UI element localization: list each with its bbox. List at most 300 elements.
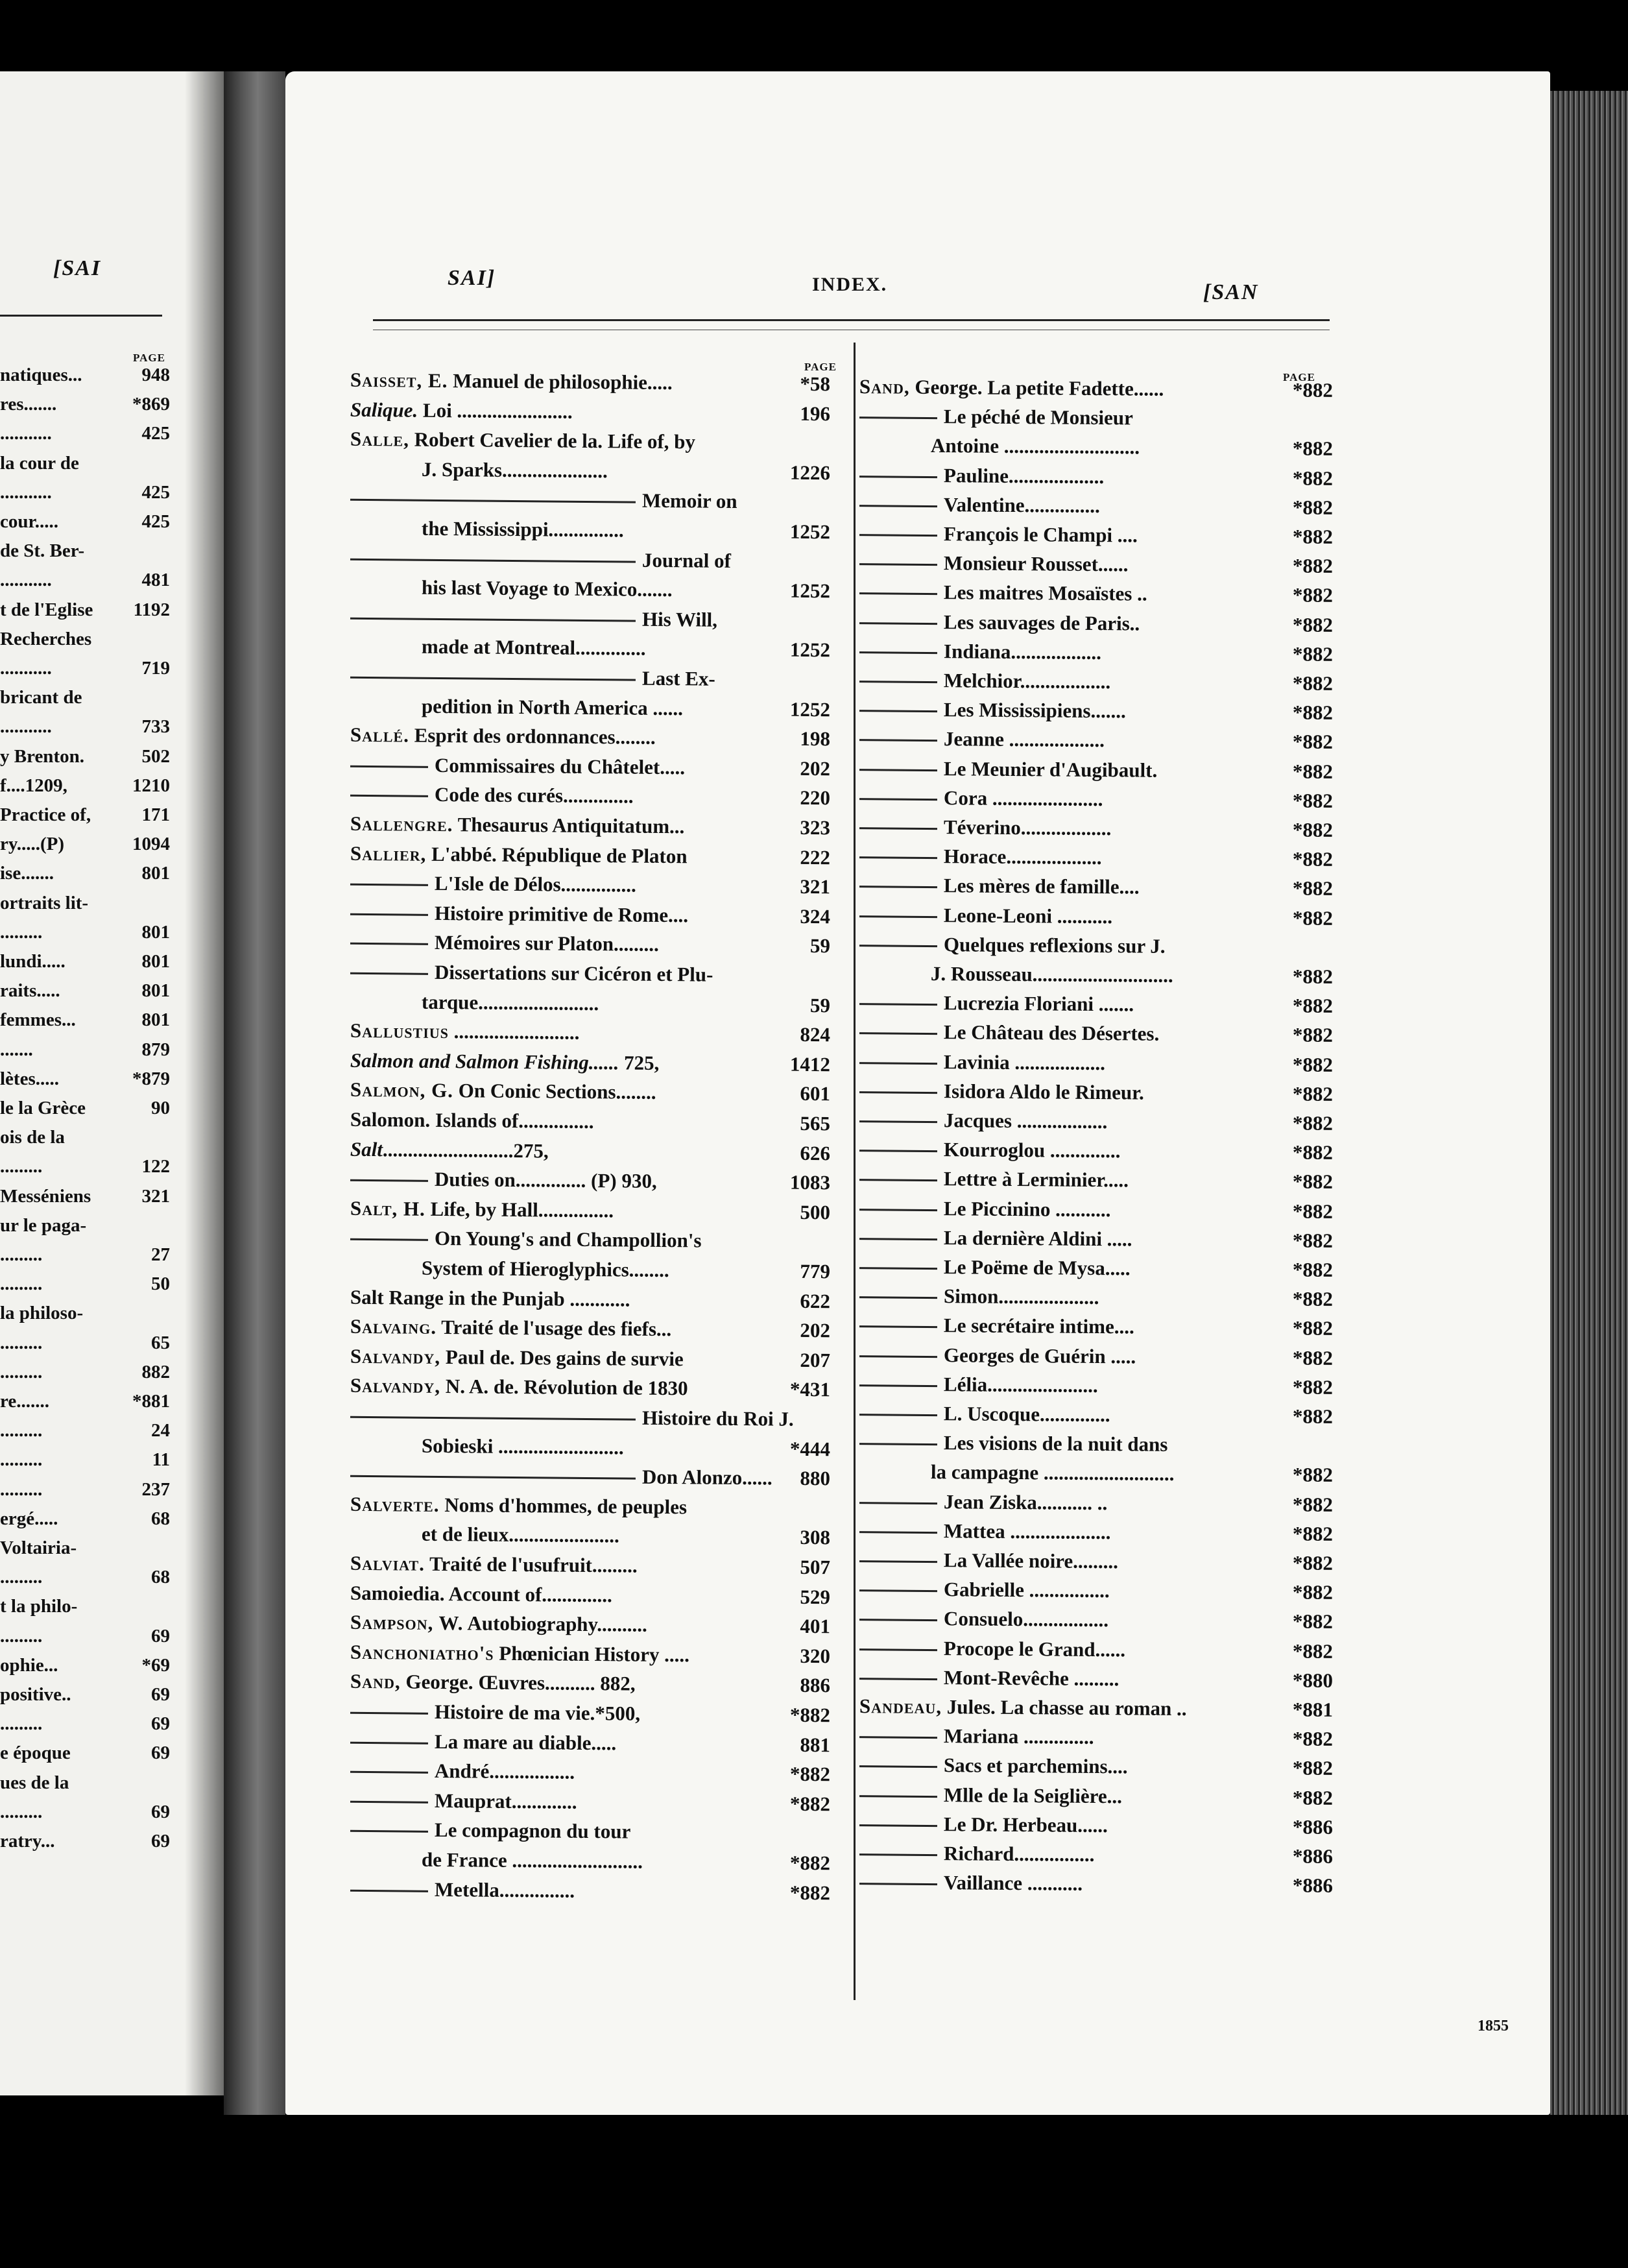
index-entry (350, 426, 830, 457)
ditto-dash (350, 1771, 428, 1774)
entry-text (422, 515, 624, 544)
ditto-dash (859, 1648, 937, 1651)
entry-title: La mare au diable..... (434, 1730, 617, 1754)
ditto-dash (859, 1531, 937, 1534)
entry-title: On Young's and Champollion's (434, 1227, 702, 1252)
entry-title: George. La petite Fadette...... (909, 375, 1164, 400)
entry-heading: Salverte. (350, 1492, 440, 1516)
entry-text (944, 1166, 1129, 1194)
left-fragment-page: 1094 (132, 834, 170, 855)
left-fragment-row (0, 1068, 170, 1090)
left-fragment-row (0, 804, 170, 826)
index-entry (859, 373, 1333, 404)
index-entry (859, 1488, 1333, 1519)
entry-title: made at Montreal.............. (421, 635, 646, 660)
entry-page: *882 (1292, 642, 1334, 666)
entry-text (350, 1668, 636, 1698)
entry-text (435, 870, 636, 899)
entry-title: Vaillance ........... (943, 1871, 1083, 1896)
index-entry (350, 751, 830, 782)
page-label-left-col: PAGE (804, 361, 837, 373)
entry-page: 565 (800, 1111, 831, 1135)
left-fragment-page: 11 (152, 1449, 170, 1471)
index-entry (350, 1106, 830, 1137)
left-fragment-page: 1210 (132, 775, 170, 796)
entry-page: *882 (1292, 1316, 1334, 1340)
ditto-dash (859, 534, 937, 537)
left-fragment-text: Practice of, (0, 804, 91, 825)
entry-page: *882 (1292, 1639, 1334, 1663)
entry-text (944, 1078, 1144, 1106)
index-entry (350, 1372, 830, 1403)
entry-text (944, 873, 1140, 901)
entry-text (350, 1135, 549, 1164)
entry-text (350, 1550, 638, 1580)
left-fragment-text: res....... (0, 394, 57, 415)
index-entry (859, 1077, 1333, 1108)
ditto-dash (859, 563, 937, 566)
entry-text (944, 696, 1126, 725)
entry-title: ..........................275, (382, 1137, 549, 1163)
left-fragment-row (0, 1743, 170, 1764)
entry-text (944, 1811, 1108, 1839)
entry-page: 323 (800, 815, 831, 839)
ditto-dash (859, 593, 937, 596)
entry-text (435, 1876, 575, 1905)
entry-page: *882 (1292, 1345, 1334, 1369)
entry-text (944, 1371, 1098, 1399)
index-entry (859, 1868, 1333, 1900)
entry-page: *882 (1292, 583, 1334, 607)
index-entry (859, 1458, 1333, 1490)
index-entry (859, 1224, 1333, 1255)
ditto-dash (350, 558, 636, 562)
left-fragment-text: ......... (0, 1478, 43, 1500)
ditto-dash (859, 1824, 937, 1827)
left-fragment-page: 69 (151, 1831, 170, 1852)
entry-page: *882 (1292, 378, 1334, 402)
left-fragment-page: 733 (141, 716, 170, 738)
entry-page: *882 (1292, 612, 1334, 636)
left-fragment-page: 948 (141, 365, 170, 385)
entry-page: 622 (800, 1289, 831, 1312)
left-fragment-page: 69 (151, 1801, 170, 1822)
index-entry (350, 1639, 830, 1670)
entry-text (944, 1136, 1121, 1164)
entry-title: Robert Cavelier de la. Life of, by (409, 428, 696, 453)
index-entry (350, 987, 830, 1019)
entry-title: Mont-Revêche ......... (943, 1665, 1119, 1691)
entry-title: Melchior.................. (943, 669, 1111, 694)
entry-page: *882 (1292, 496, 1334, 519)
left-fragment-text: Voltairia- (0, 1538, 77, 1558)
entry-heading: Saisset, E. (350, 368, 448, 392)
entry-text (859, 1693, 1187, 1722)
left-fragment-row (0, 1479, 170, 1501)
index-entry (350, 1727, 830, 1758)
index-entry (350, 1283, 830, 1314)
index-entry (350, 1402, 830, 1433)
left-fragment-row (0, 423, 170, 444)
left-fragment-row (0, 922, 170, 943)
left-fragment-text: la philoso- (0, 1303, 84, 1324)
left-fragment-row (0, 1215, 170, 1237)
entry-page: 220 (800, 786, 831, 810)
entry-text (944, 1664, 1119, 1693)
left-fragment-page: 801 (141, 951, 170, 972)
index-entry (859, 1165, 1333, 1196)
entry-page: *882 (1292, 671, 1334, 695)
entry-page: *882 (1292, 876, 1334, 900)
ditto-dash (859, 1414, 937, 1416)
entry-page: 1412 (789, 1052, 831, 1076)
left-fragment-row (0, 1127, 170, 1148)
left-fragment-text: positive.. (0, 1684, 71, 1705)
index-entry (859, 461, 1333, 492)
entry-text (944, 1781, 1122, 1810)
entry-text (435, 752, 685, 781)
index-entry (859, 1341, 1333, 1372)
left-fragment-row (0, 1684, 170, 1706)
left-fragment-row (0, 834, 170, 855)
running-head-left: SAI] (448, 266, 496, 290)
facing-page-left (0, 71, 224, 2095)
entry-heading: Sand, (350, 1670, 401, 1693)
entry-text (944, 579, 1147, 608)
entry-page: 202 (800, 1319, 831, 1342)
left-fragment-row (0, 1244, 170, 1266)
entry-text (944, 403, 1133, 431)
entry-text (350, 1283, 630, 1313)
entry-text (944, 1048, 1105, 1077)
left-fragment-page: 24 (151, 1420, 170, 1442)
entry-title: Histoire de ma vie.*500, (434, 1700, 641, 1725)
entry-page: *882 (789, 1881, 831, 1904)
entry-text (642, 546, 731, 574)
entry-title: On Conic Sections........ (453, 1079, 656, 1104)
ditto-dash (859, 1502, 937, 1504)
entry-heading: Salvandy, (350, 1374, 441, 1398)
entry-page: *882 (1292, 1551, 1334, 1574)
index-entry (350, 1431, 830, 1462)
left-fragment-text: ues de la (0, 1772, 69, 1793)
ditto-dash (350, 943, 428, 945)
left-fragment-text: le la Grèce (0, 1098, 86, 1118)
entry-page: *882 (1292, 437, 1334, 461)
entry-page: *886 (1292, 1815, 1334, 1839)
index-entry (350, 1579, 830, 1610)
entry-page: *882 (789, 1792, 831, 1816)
ditto-dash (859, 1267, 937, 1270)
index-entry (350, 1254, 830, 1285)
entry-text (642, 1405, 794, 1433)
entry-text (944, 462, 1104, 490)
index-entry (859, 1605, 1333, 1636)
ditto-dash (859, 1766, 937, 1768)
entry-heading: Salle, (350, 427, 410, 451)
entry-page: *882 (1292, 1756, 1334, 1780)
entry-title: Paul de. Des gains de survie (440, 1345, 684, 1371)
index-entry (859, 608, 1333, 639)
entry-page: *882 (789, 1703, 831, 1727)
entry-text (350, 1313, 672, 1343)
entry-page: *882 (1292, 1140, 1334, 1164)
index-entry (859, 1019, 1333, 1050)
ditto-dash (350, 1179, 428, 1182)
entry-page: *882 (1292, 1258, 1334, 1281)
entry-title: André................. (434, 1759, 575, 1783)
entry-title: Commissaires du Châtelet..... (434, 753, 686, 779)
left-fragment-text: bricant de (0, 687, 82, 708)
entry-title: Monsieur Rousset...... (943, 551, 1129, 576)
index-entry (859, 1752, 1333, 1783)
index-entry (859, 1693, 1333, 1724)
entry-text (350, 1076, 656, 1106)
entry-title: L'abbé. République de Platon (426, 842, 688, 867)
entry-title: Consuelo................. (943, 1607, 1109, 1632)
entry-text (350, 839, 688, 870)
entry-title: Salomon. Islands of............... (350, 1107, 594, 1133)
ditto-dash (350, 795, 428, 797)
entry-title: Procope le Grand...... (943, 1636, 1126, 1661)
left-fragment-row (0, 1538, 170, 1559)
entry-page: 196 (800, 402, 831, 425)
entry-page: 779 (800, 1259, 831, 1283)
entry-text (944, 902, 1112, 930)
entry-page: 59 (809, 993, 831, 1017)
index-entry (350, 721, 830, 753)
index-entry (350, 692, 830, 723)
entry-text (642, 605, 717, 633)
entry-title: N. A. de. Révolution de 1830 (440, 1375, 688, 1400)
left-fragment-text: Messéniens (0, 1185, 91, 1207)
entry-title: Le Château des Désertes. (943, 1020, 1160, 1046)
entry-title: Kourroglou .............. (943, 1138, 1121, 1163)
left-fragment-row (0, 511, 170, 533)
entry-text (944, 1195, 1111, 1224)
ditto-dash (350, 1416, 636, 1421)
left-fragment-page: 69 (151, 1743, 170, 1764)
entry-title: Antoine ........................... (930, 434, 1140, 459)
entry-page: 507 (800, 1555, 831, 1579)
index-entry (350, 544, 830, 575)
entry-title: Mémoires sur Platon......... (434, 931, 659, 956)
entry-text (435, 1757, 575, 1786)
left-fragment-row (0, 540, 170, 562)
index-entry (350, 1165, 830, 1196)
entry-text (944, 1547, 1118, 1575)
page-label-right-col: PAGE (1283, 371, 1315, 383)
entry-text (944, 755, 1158, 784)
entry-text (944, 1840, 1095, 1868)
entry-heading: Sanchoniatho's (350, 1640, 494, 1665)
entry-text (931, 432, 1140, 461)
ditto-dash (859, 1120, 937, 1123)
entry-title: Isidora Aldo le Rimeur. (943, 1079, 1145, 1104)
entry-text (435, 1166, 657, 1195)
entry-title: Loi ....................... (418, 398, 573, 423)
left-fragment-text: y Brenton. (0, 745, 84, 767)
entry-title: Esprit des ordonnances........ (409, 723, 656, 749)
index-entry (350, 1609, 830, 1640)
entry-heading: Sampson, W. (350, 1610, 464, 1635)
left-fragment-row (0, 599, 170, 621)
entry-title: Mattea .................... (943, 1519, 1111, 1543)
entry-page: *880 (1292, 1669, 1334, 1692)
left-fragment-row (0, 1420, 170, 1442)
left-page-running-head: [SAI (53, 256, 102, 280)
ditto-dash (859, 710, 937, 712)
ditto-dash (859, 1384, 937, 1387)
left-fragment-row (0, 1156, 170, 1177)
left-fragment-text: ergé..... (0, 1508, 58, 1529)
entry-heading: Sand, (859, 375, 910, 398)
entry-title: Horace................... (943, 845, 1102, 869)
entry-text (944, 1606, 1108, 1634)
entry-title: Lucrezia Floriani ....... (943, 991, 1134, 1016)
entry-page: 601 (800, 1082, 831, 1105)
left-fragment-text: ........... (0, 570, 52, 591)
left-fragment-text: natiques... (0, 365, 82, 385)
left-fragment-row (0, 1273, 170, 1295)
ditto-dash (859, 915, 937, 918)
entry-heading: Sallier, (350, 841, 427, 865)
index-entry (859, 1722, 1333, 1753)
entry-text (422, 692, 683, 722)
entry-text (350, 810, 685, 840)
entry-title: Richard................ (943, 1842, 1095, 1866)
entry-title: Life, by Hall............... (425, 1197, 614, 1222)
index-entry (350, 899, 830, 930)
entry-title: Les Mississipiens....... (943, 698, 1126, 723)
entry-text (350, 1579, 612, 1609)
index-entry (859, 1663, 1333, 1695)
entry-page: *882 (789, 1851, 831, 1875)
entry-title: Thesaurus Antiquitatum... (453, 813, 685, 838)
ditto-dash (350, 1238, 428, 1241)
entry-page: *882 (1292, 1785, 1334, 1809)
entry-text (435, 1698, 640, 1728)
left-fragment-row (0, 1831, 170, 1852)
ditto-dash (859, 622, 937, 625)
entry-title: pedition in North America ...... (421, 694, 684, 719)
index-entry (350, 1017, 830, 1048)
left-fragment-text: ......... (0, 1567, 43, 1588)
entry-title: J. Rousseau............................ (930, 961, 1173, 987)
entry-heading: Salmon, G. (350, 1078, 454, 1102)
left-fragment-page: 321 (141, 1185, 170, 1207)
ditto-dash (350, 1712, 428, 1715)
left-fragment-row (0, 1772, 170, 1794)
index-entry (859, 666, 1333, 697)
entry-text (944, 1253, 1131, 1282)
entry-page: 880 (800, 1467, 831, 1490)
entry-title: Indiana.................. (943, 639, 1102, 664)
index-entry (350, 810, 830, 841)
entry-page: 324 (800, 904, 831, 928)
index-entry (859, 1370, 1333, 1401)
left-fragment-page: 719 (141, 658, 170, 679)
ditto-dash (350, 1475, 636, 1480)
left-fragment-page: 425 (141, 481, 170, 503)
index-entry (350, 1076, 830, 1107)
left-fragment-page: 122 (141, 1156, 170, 1177)
entry-text (944, 1019, 1160, 1048)
entry-title: Manuel de philosophie..... (448, 369, 673, 394)
entry-title: Sobieski ......................... (421, 1434, 624, 1459)
entry-title: Sacs et parchemins.... (943, 1754, 1128, 1778)
entry-title: Code des curés.............. (434, 783, 634, 808)
entry-page: *431 (789, 1378, 831, 1401)
entry-text (435, 900, 689, 929)
entry-text (350, 1491, 687, 1521)
index-entry (859, 842, 1333, 873)
entry-page: 320 (800, 1644, 831, 1668)
ditto-dash (859, 945, 937, 947)
ditto-dash (350, 618, 636, 622)
left-fragment-text: ......... (0, 1273, 43, 1295)
ditto-dash (859, 1238, 937, 1240)
left-fragment-page: 882 (141, 1361, 170, 1382)
left-fragment-row (0, 1186, 170, 1207)
entry-page: 207 (800, 1348, 831, 1372)
index-entry (859, 490, 1333, 522)
left-fragment-page: 879 (141, 1039, 170, 1060)
entry-text (944, 520, 1138, 549)
index-entry (350, 1846, 830, 1877)
left-fragment-page: 237 (141, 1478, 170, 1500)
ditto-dash (859, 769, 937, 771)
entry-title: Noms d'hommes, de peuples (439, 1493, 688, 1519)
left-fragment-text: ur le paga- (0, 1214, 87, 1236)
entry-heading: Sallustius (350, 1019, 449, 1043)
entry-page: *882 (1292, 554, 1334, 578)
left-fragment-text: e époque (0, 1743, 71, 1764)
entry-title: L. Uscoque.............. (943, 1402, 1110, 1427)
entry-text (944, 1283, 1099, 1311)
entry-text (944, 931, 1166, 960)
left-fragment-row (0, 746, 170, 767)
entry-page: 1252 (789, 520, 831, 544)
entry-page: *882 (1292, 1287, 1334, 1311)
left-fragment-page: 171 (141, 804, 170, 825)
entry-title: Mariana .............. (943, 1724, 1094, 1749)
ditto-dash (859, 1443, 937, 1445)
entry-text (944, 1429, 1168, 1458)
index-entry (859, 930, 1333, 961)
ditto-dash (859, 476, 937, 478)
ditto-dash (350, 1801, 428, 1804)
entry-heading-italic: Salique. (350, 398, 418, 422)
index-entry (859, 1839, 1333, 1870)
left-fragment-text: ortraits lit- (0, 892, 89, 913)
entry-text (422, 988, 599, 1017)
index-entry (350, 1224, 830, 1255)
entry-title: Le Meunier d'Augibault. (943, 756, 1158, 782)
ditto-dash (859, 1355, 937, 1358)
entry-title: Le Poëme de Mysa..... (943, 1255, 1131, 1280)
entry-page: 321 (800, 875, 831, 899)
index-entry (350, 1816, 830, 1847)
left-fragment-text: ........... (0, 481, 52, 503)
index-entry (350, 839, 830, 871)
book-page-edges (1550, 91, 1628, 2115)
entry-title: Salt Range in the Punjab ............ (350, 1285, 630, 1311)
entry-title: tarque........................ (421, 990, 599, 1015)
entry-page: *882 (1292, 1522, 1334, 1545)
entry-text (944, 1576, 1110, 1604)
index-entry (350, 1668, 830, 1699)
